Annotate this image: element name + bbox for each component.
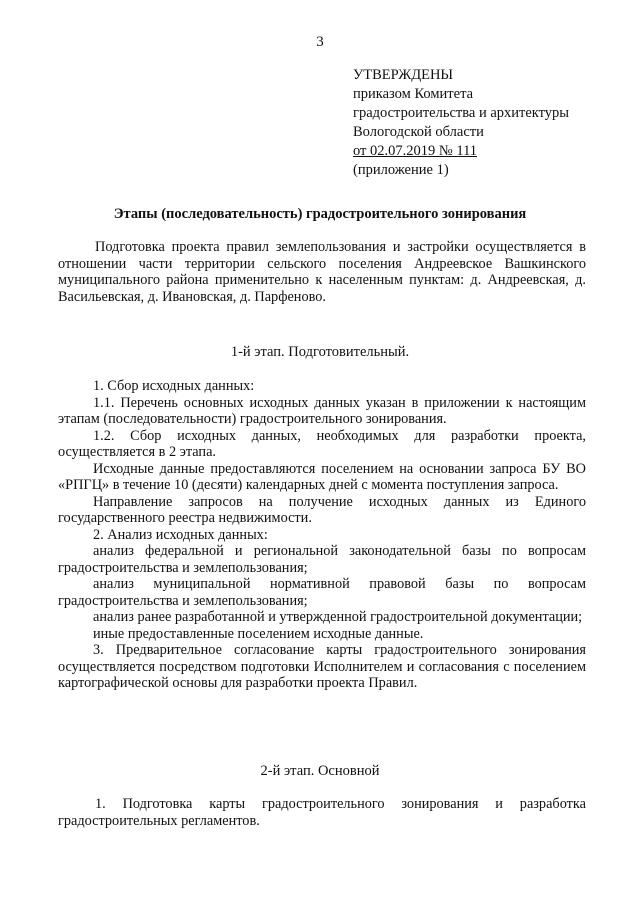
paragraph: 1. Подготовка карты градостроительного зонирования и разработка градостроительных регламентов. xyxy=(58,796,586,829)
paragraph: анализ федеральной и региональной законодательной базы по вопросам градостроительства и землепользования; xyxy=(58,543,586,576)
paragraph: анализ ранее разработанной и утвержденной градостроительной документации; xyxy=(93,609,583,625)
paragraph: 1.1. Перечень основных исходных данных указан в приложении к настоящим этапам (последовательности) градостроительного зонирования. xyxy=(58,394,586,427)
approval-order-number: от 02.07.2019 № 111 xyxy=(353,143,478,159)
paragraph: 1.2. Сбор исходных данных, необходимых для разработки проекта, осуществляется в 2 этапа. xyxy=(58,427,586,460)
document-title: Этапы (последовательность) градостроительного зонирования xyxy=(113,206,527,222)
intro-paragraph: Подготовка проекта правил землепользования и застройки осуществляется в отношении части территории сельского поселения Андреевское Вашкинского муниципального района применительно к населенным пунктам: д. Андреевская, д. Васильевская, д. Ивановская, д. Парфеново. xyxy=(58,239,586,305)
approval-block xyxy=(353,66,569,180)
approval-line: градостроительства и архитектуры xyxy=(353,105,570,121)
stage2-section xyxy=(58,796,586,829)
intro-section xyxy=(58,239,586,305)
paragraph: анализ муниципальной нормативной правовой базы по вопросам градостроительства и землепользования; xyxy=(58,576,586,609)
paragraph: 1. Сбор исходных данных: xyxy=(93,378,255,394)
paragraph: 2. Анализ исходных данных: xyxy=(93,526,268,543)
paragraph: Исходные данные предоставляются поселением на основании запроса БУ ВО «РПГЦ» в течение 10 (десяти) календарных дней с момента поступления запроса. xyxy=(58,460,586,493)
approval-line: Вологодской области xyxy=(353,124,484,140)
stage1-section xyxy=(58,378,586,692)
approval-line: приказом Комитета xyxy=(353,86,474,102)
stage1-heading: 1-й этап. Подготовительный. xyxy=(230,344,410,360)
approval-appendix: (приложение 1) xyxy=(353,162,449,178)
paragraph: 3. Предварительное согласование карты градостроительного зонирования осуществляется посредством подготовки Исполнителем и согласования с поселением картографической основы для разработки проекта Правил. xyxy=(58,642,586,691)
approval-heading: УТВЕРЖДЕНЫ xyxy=(353,67,454,83)
stage2-heading: 2-й этап. Основной xyxy=(260,763,380,779)
paragraph: Направление запросов на получение исходных данных из Единого государственного реестра недвижимости. xyxy=(58,493,586,526)
page-number: 3 xyxy=(316,34,324,50)
paragraph: иные предоставленные поселением исходные данные. xyxy=(93,625,424,642)
